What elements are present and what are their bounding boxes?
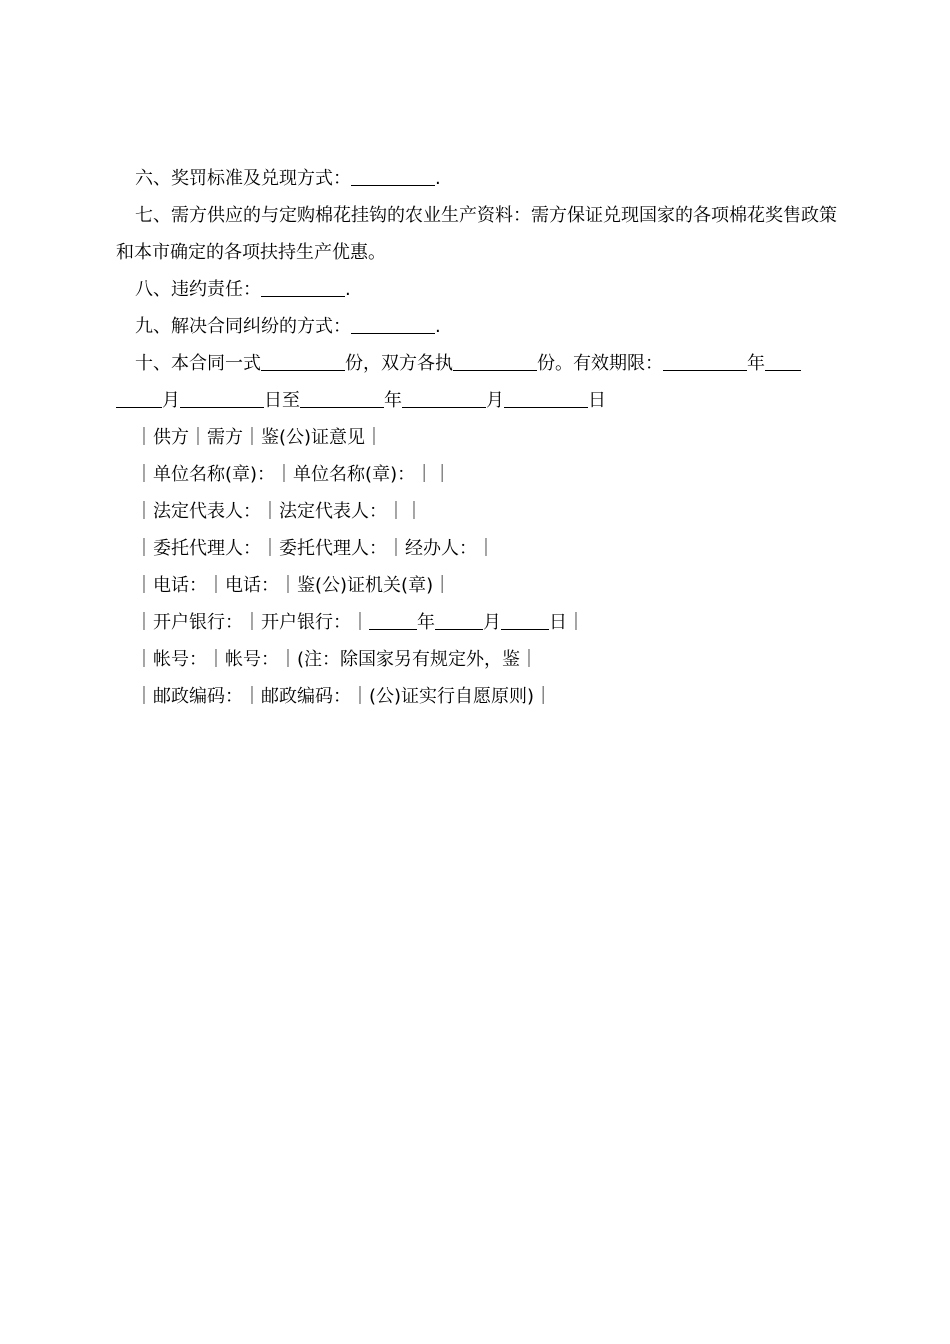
clause-ten-p3: 份。有效期限：: [537, 353, 663, 374]
clause-six-label: 六、奖罚标准及兑现方式：: [135, 168, 351, 189]
start-year-blank: [663, 352, 747, 371]
table-row: ｜单位名称(章)：｜单位名称(章)：｜｜: [135, 464, 452, 485]
clause-eight: [116, 271, 840, 308]
table-row: ｜邮政编码：｜邮政编码：｜(公)证实行自愿原则)｜: [135, 686, 553, 707]
clause-eight-label: 八、违约责任：: [135, 279, 261, 300]
clause-seven: 七、需方供应的与定购棉花挂钩的农业生产资料：需方保证兑现国家的各项棉花奖售政策和本市确定的各项扶持生产优惠。: [116, 205, 837, 263]
clause-ten-year2: 年: [384, 390, 402, 411]
end-year-blank: [300, 389, 384, 408]
copies-blank: [261, 352, 345, 371]
bank-row-year: 年: [417, 612, 435, 633]
start-month-blank-b: [116, 389, 162, 408]
each-blank: [453, 352, 537, 371]
bank-row-month: 月: [483, 612, 501, 633]
clause-six-blank: [351, 167, 435, 186]
clause-six: [116, 160, 840, 197]
contract-body: [116, 160, 840, 715]
start-day-blank: [180, 389, 264, 408]
clause-ten-month2: 月: [486, 390, 504, 411]
clause-ten-day2: 日: [588, 390, 606, 411]
start-month-blank-a: [765, 352, 801, 371]
table-row: ｜帐号：｜帐号：｜(注：除国家另有规定外，鉴｜: [135, 649, 539, 670]
clause-nine-end: .: [435, 316, 441, 337]
table-row: ｜电话：｜电话：｜鉴(公)证机关(章)｜: [135, 575, 452, 596]
clause-ten: [116, 345, 840, 419]
clause-ten-month1: 月: [162, 390, 180, 411]
clause-nine: [116, 308, 840, 345]
date-year-blank: [369, 611, 417, 630]
clause-six-end: .: [435, 168, 441, 189]
clause-ten-p2: 份，双方各执: [345, 353, 453, 374]
clause-ten-day1: 日至: [264, 390, 300, 411]
signature-table: [116, 419, 840, 715]
bank-row-suffix: ｜: [567, 612, 585, 633]
end-month-blank: [402, 389, 486, 408]
bank-row-prefix: ｜开户银行：｜开户银行：｜: [135, 612, 369, 633]
clause-nine-label: 九、解决合同纠纷的方式：: [135, 316, 351, 337]
date-day-blank: [501, 611, 549, 630]
end-day-blank: [504, 389, 588, 408]
clause-eight-end: .: [345, 279, 351, 300]
table-row: ｜供方｜需方｜鉴(公)证意见｜: [135, 427, 384, 448]
table-row-bank: [116, 604, 840, 641]
table-row: ｜法定代表人：｜法定代表人：｜｜: [135, 501, 423, 522]
clause-ten-year1: 年: [747, 353, 765, 374]
clause-ten-p1: 十、本合同一式: [135, 353, 261, 374]
bank-row-day: 日: [549, 612, 567, 633]
table-row: ｜委托代理人：｜委托代理人：｜经办人：｜: [135, 538, 495, 559]
date-month-blank: [435, 611, 483, 630]
clause-nine-blank: [351, 315, 435, 334]
clause-eight-blank: [261, 278, 345, 297]
